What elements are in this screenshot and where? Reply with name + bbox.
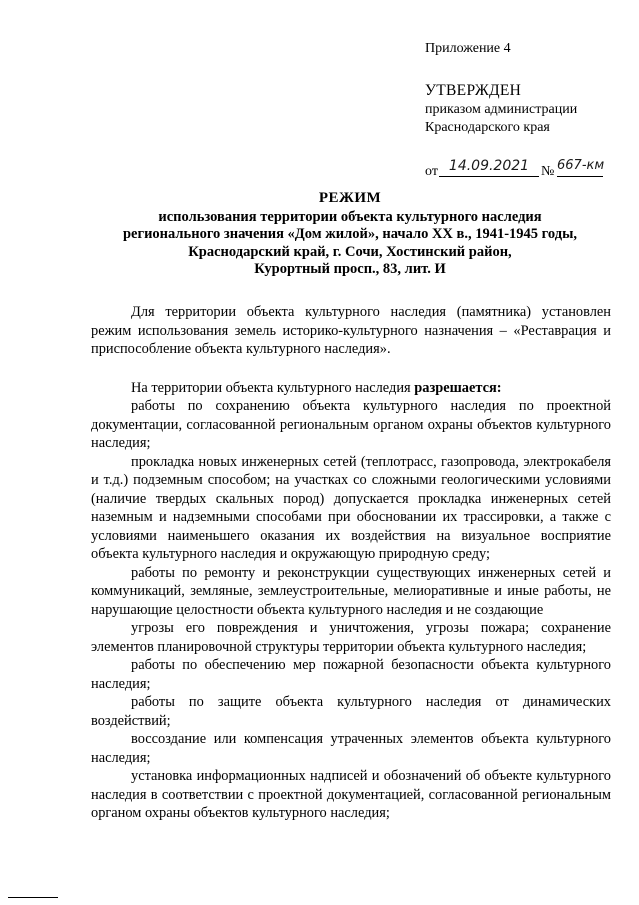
handwritten-date: 14.09.2021	[439, 157, 539, 177]
footer-rule	[8, 897, 58, 898]
title-line: регионального значения «Дом жилой», начало XX в., 1941-1945 годы,	[122, 226, 578, 242]
handwritten-number: 667-км	[557, 157, 603, 177]
approval-region-line: Краснодарского края	[425, 120, 550, 135]
title-heading: РЕЖИМ	[318, 190, 382, 206]
document-title	[90, 190, 610, 279]
title-line: Краснодарский край, г. Сочи, Хостинский район,	[188, 243, 512, 260]
title-line: Курортный просп., 83, лит. И	[254, 261, 446, 277]
permitted-item: работы по защите объекта культурного наследия от динамических воздействий;	[91, 694, 611, 729]
permitted-item: работы по обеспечению мер пожарной безопасности объекта культурного наследия;	[91, 657, 611, 692]
intro-paragraph: Для территории объекта культурного наследия (памятника) установлен режим использования земель историко-культурного назначения – «Реставрация и приспособление объекта культурного наследия».	[91, 304, 611, 357]
lead-bold: разрешается:	[414, 379, 502, 396]
number-label: №	[541, 164, 555, 179]
lead-text: На территории объекта культурного наследия	[131, 379, 415, 396]
approval-order-line: приказом администрации	[425, 102, 578, 117]
approval-date-number-line	[425, 157, 605, 183]
permitted-item: угрозы его повреждения и уничтожения, угрозы пожара; сохранение элементов планировочной структуры территории объекта культурного наследия;	[91, 620, 611, 655]
permitted-item: работы по сохранению объекта культурного наследия по проектной документации, согласованной региональным органом охраны объектов культурного наследия;	[91, 398, 611, 451]
permitted-item: установка информационных надписей и обозначений об объекте культурного наследия в соответствии с проектной документацией, согласованной региональным органом охраны объектов культурного наследия;	[91, 768, 611, 821]
title-line: использования территории объекта культурного наследия	[158, 208, 542, 225]
appendix-label: Приложение 4	[425, 41, 511, 56]
approved-stamp: УТВЕРЖДЕН	[425, 82, 522, 99]
permitted-lead	[91, 379, 611, 398]
permitted-item: прокладка новых инженерных сетей (теплотрасс, газопровода, электрокабеля и т.д.) подземным способом; на участках со сложными геологическими условиями (наличие твердых скальных пород) допускается прокладка инженерных сетей наземным и надземными способами при обосновании их трассировки, а также с условиями наименьшего оказания их воздействия на визуальное восприятие объекта культурного наследия и окружающую природную среду;	[91, 453, 611, 562]
permitted-item: воссоздание или компенсация утраченных элементов объекта культурного наследия;	[91, 731, 611, 766]
from-label: от	[425, 164, 438, 179]
permitted-item: работы по ремонту и реконструкции существующих инженерных сетей и коммуникаций, земляные, землеустроительные, мелиоративные и иные работы, не нарушающие целостности объекта культурного наследия и не создающие	[91, 564, 611, 618]
document-body	[91, 303, 611, 823]
